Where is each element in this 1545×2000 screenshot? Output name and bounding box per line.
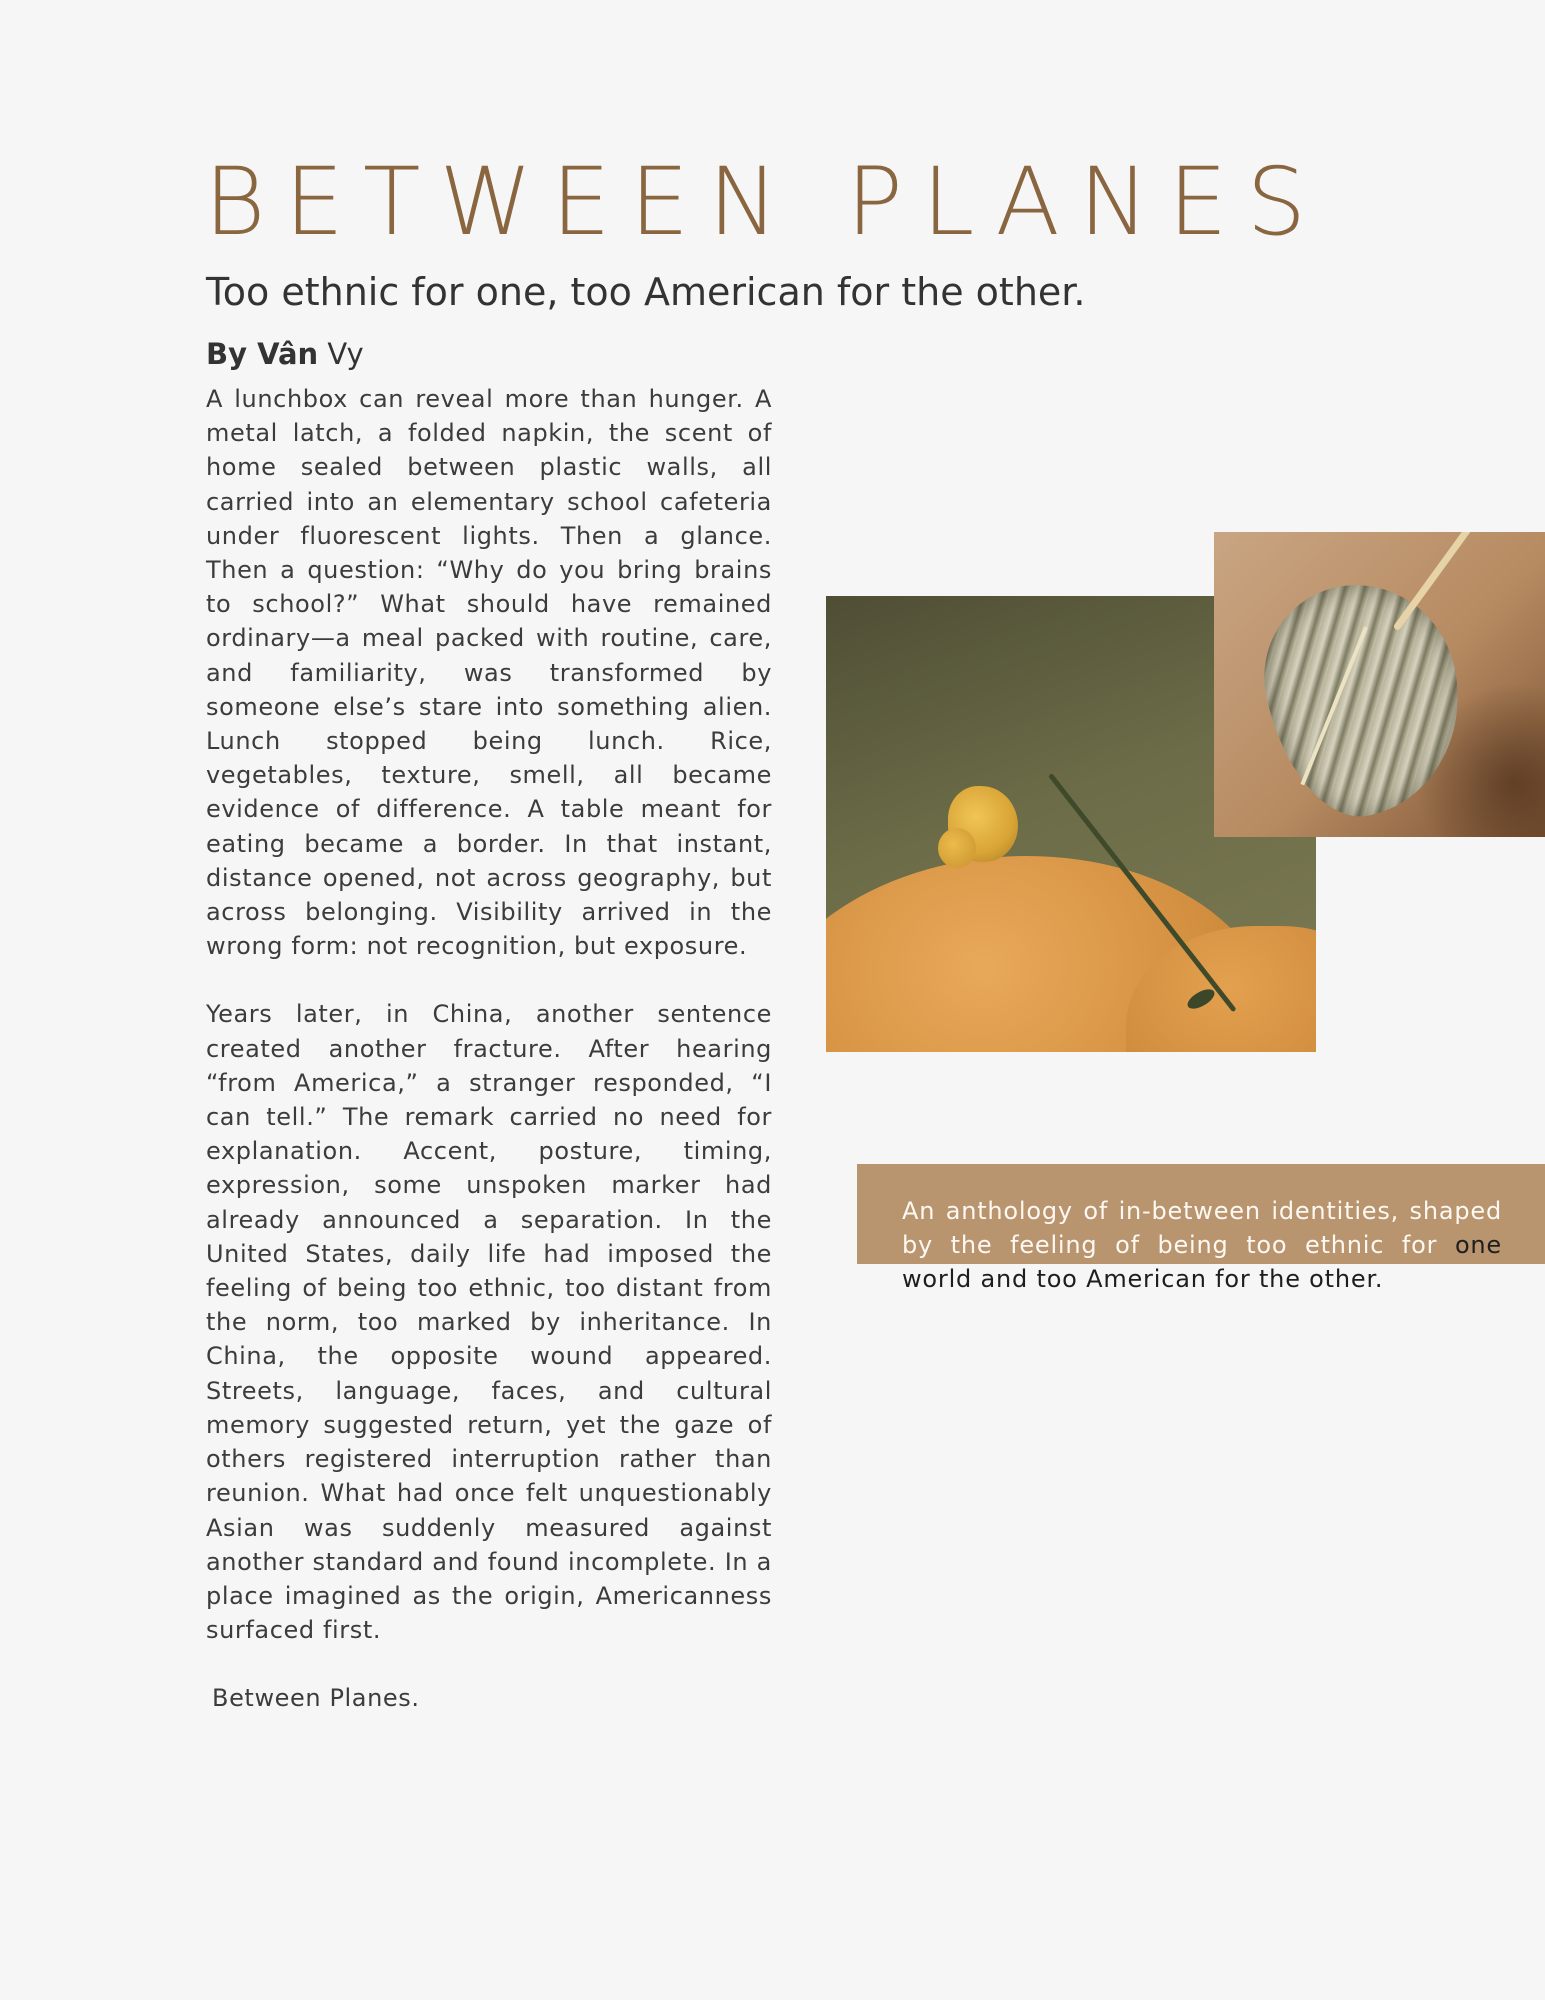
article-paragraph-1: A lunchbox can reveal more than hunger. A metal latch, a folded napkin, the scent of home sealed between plastic walls, all carried into an elementary school cafeteria under fluorescent lights. Then a glance. Then a question: “Why do you bring brains to school?” What should have remained ordinary—a meal packed with routine, care, and familiarity, was transformed by someone else’s stare into something alien. Lunch stopped being lunch. Rice, vegetables, texture, smell, all became evidence of difference. A table meant for eating became a border. In that instant, distance opened, not across geography, but across belonging. Visibility arrived in the wrong form: not recognition, but exposure. [206,385,772,961]
leaf-stem [1393,532,1475,631]
tagline-dark-text: one world and too American for the other. [902,1231,1502,1293]
tagline-light-text: An anthology of in-between identities, shaped by the feeling of being too ethnic for [902,1197,1502,1259]
byline-author-name: Vy [327,337,364,371]
flower-bud [938,828,976,868]
page-title: BETWEEN PLANES [204,148,1326,257]
article-closing: Between Planes. [212,1684,420,1713]
byline [206,334,364,374]
page-subtitle: Too ethnic for one, too American for the other. [206,270,1086,314]
byline-prefix: By Vân [206,337,319,371]
tagline [902,1194,1502,1296]
dried-leaf-photo [1214,532,1545,837]
article-body [206,382,772,1716]
article-paragraph-2: Years later, in China, another sentence created another fracture. After hearing “from America,” a stranger responded, “I can tell.” The remark carried no need for explanation. Accent, posture, timing, expression, some unspoken marker had already announced a separation. In the United States, daily life had imposed the feeling of being too ethnic, too distant from the norm, too marked by inheritance. In China, the opposite wound appeared. Streets, language, faces, and cultural memory suggested return, yet the gaze of others registered interruption rather than reunion. What had once felt unquestionably Asian was suddenly measured against another standard and found incomplete. In a place imagined as the origin, Americanness surfaced first. [206,1000,772,1645]
